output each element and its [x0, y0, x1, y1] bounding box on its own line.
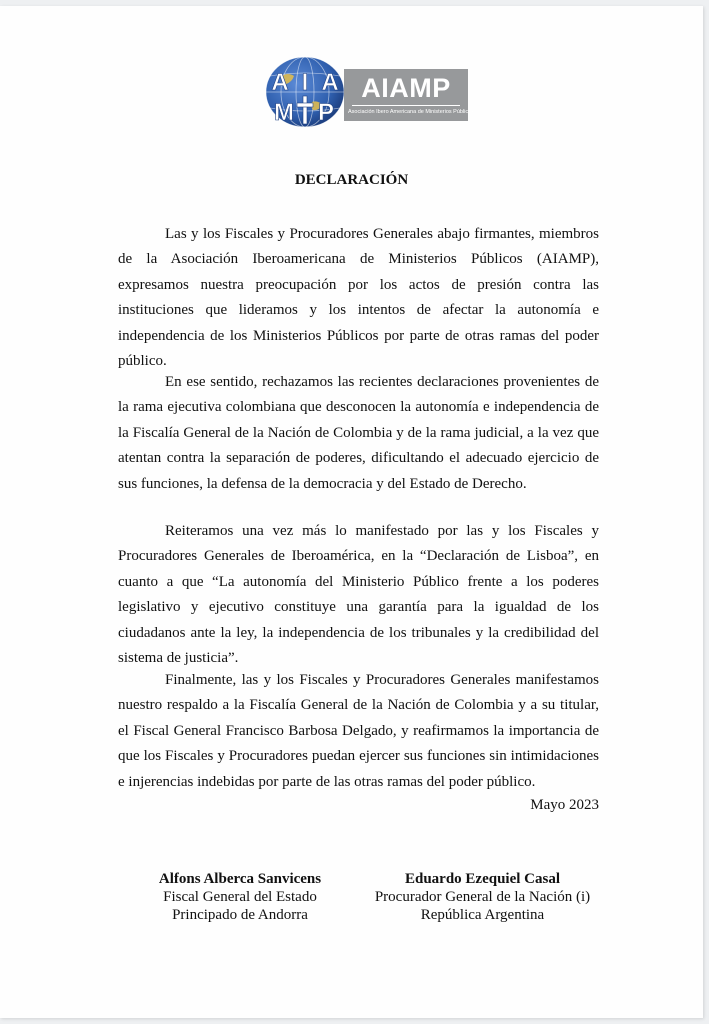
signature-block [370, 870, 595, 924]
logo-wordmark [344, 69, 474, 121]
paragraph: Las y los Fiscales y Procuradores Generales abajo firmantes, miembros de la Asociación Iberoamericana de Ministerios Públicos (AIAMP), expresamos nuestra preocupación por los actos de presión contra las instituciones que lideramos y los intentos de afectar la autonomía e independencia de los Ministerios Públicos por parte de otras ramas del poder público. [118, 226, 599, 370]
emblem-letter: A [321, 69, 339, 96]
document-date: Mayo 2023 [530, 797, 599, 813]
logo-divider [352, 105, 460, 106]
emblem-letter: P [317, 99, 335, 126]
signatory-role: Fiscal General del Estado [163, 889, 317, 905]
document-page [0, 6, 703, 1018]
aiamp-logo [264, 56, 474, 128]
signatory-name: Eduardo Ezequiel Casal [404, 871, 561, 887]
logo-subtitle: Asociación Ibero Americana de Ministerios Públicos [348, 109, 474, 115]
paragraph: Finalmente, las y los Fiscales y Procuradores Generales manifestamos nuestro respaldo a la Fiscalía General de la Nación de Colombia y a su titular, el Fiscal General Francisco Barbosa Delgado, y reafirmamos la importancia de que los Fiscales y Procuradores puedan ejercer sus funciones sin intimidaciones e injerencias indebidas por parte de las otras ramas del poder público. [118, 672, 599, 790]
signatory-name: Alfons Alberca Sanvicens [158, 871, 322, 887]
logo-name: AIAMP [361, 73, 451, 103]
signatory-place: República Argentina [420, 907, 545, 923]
emblem-letter: I [301, 69, 309, 96]
emblem-letter: A [271, 69, 289, 96]
paragraph: Reiteramos una vez más lo manifestado por las y los Fiscales y Procuradores Generales de Iberoamérica, en la “Declaración de Lisboa”, en cuanto a que “La autonomía del Ministerio Público frente a los poderes legislativo y ejecutivo constituye una garantía para la igualdad de los ciudadanos ante la ley, la independencia de los tribunales y la credibilidad del sistema de justicia”. [118, 523, 599, 667]
document-title: DECLARACIÓN [294, 172, 409, 188]
signatory-place: Principado de Andorra [172, 907, 308, 923]
globe-emblem-icon [264, 56, 346, 128]
emblem-letter: M [274, 99, 294, 126]
signatory-role: Procurador General de la Nación (i) [374, 889, 591, 905]
paragraph: En ese sentido, rechazamos las recientes declaraciones provenientes de la rama ejecutiva colombiana que desconocen la autonomía e independencia de la Fiscalía General de la Nación de Colombia y de la rama judicial, a la vez que atentan contra la separación de poderes, dificultando el adecuado ejercicio de sus funciones, la defensa de la democracia y del Estado de Derecho. [118, 374, 599, 492]
signature-block [140, 870, 340, 924]
